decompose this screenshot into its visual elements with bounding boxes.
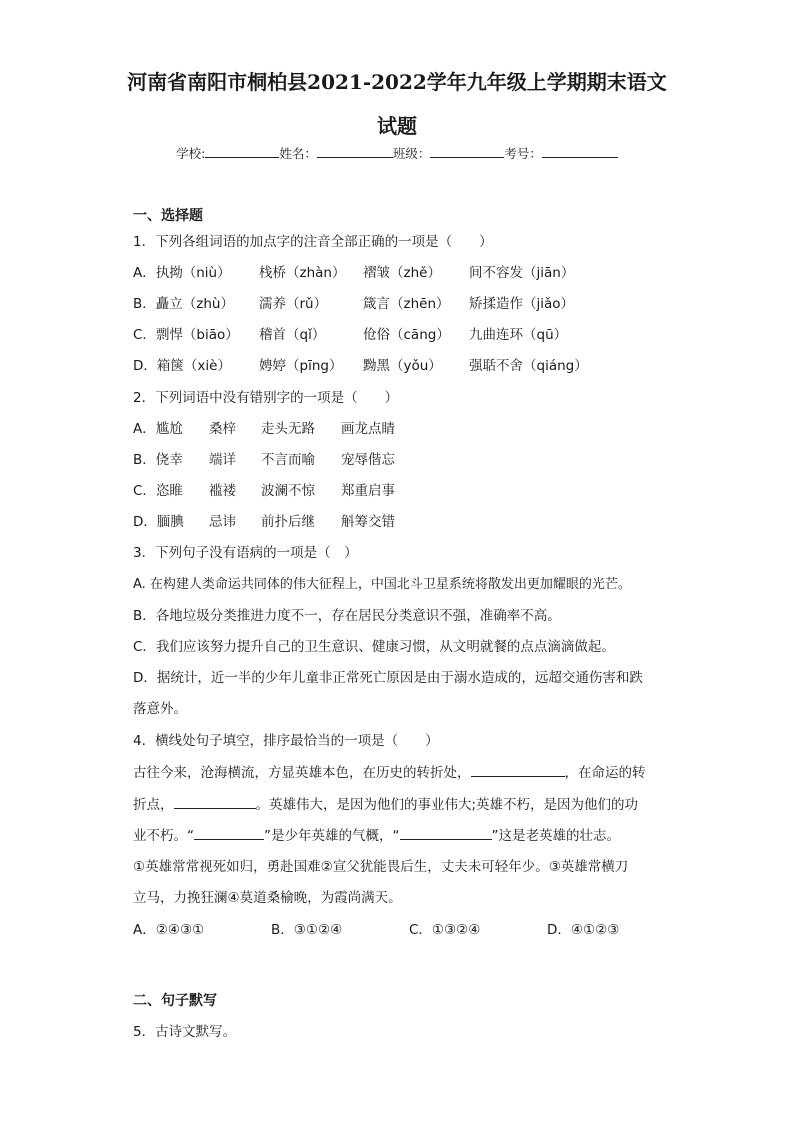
section2-heading: 二、句子默写 <box>133 993 217 1009</box>
q4-blank-2[interactable] <box>174 795 256 809</box>
exam-title-line2: 试题 <box>377 114 417 138</box>
q1-option-c[interactable]: C．剽悍（biāo） 稽首（qǐ） 伧俗（cāng） 九曲连环（qū） <box>133 327 568 343</box>
q4-blank-1[interactable] <box>471 763 565 777</box>
q1-option-d[interactable]: D．箱箧（xiè） 娉婷（pīng） 黝黑（yǒu） 强聒不舍（qiáng） <box>133 358 588 374</box>
q4-passage-line1: 古往今来，沧海横流，方显英雄本色，在历史的转折处， ，在命运的转 <box>133 765 646 781</box>
q4-answer-c[interactable]: C．①③②④ <box>409 922 481 938</box>
q2-option-a[interactable]: A．尴尬 桑梓 走头无路 画龙点睛 <box>133 421 395 437</box>
q3-option-d-line2[interactable]: 落意外。 <box>133 701 187 717</box>
q1-stem: 1．下列各组词语的加点字的注音全部正确的一项是（ ） <box>133 234 493 250</box>
q4-blank-4[interactable] <box>400 826 492 840</box>
name-blank[interactable] <box>317 145 393 158</box>
q4-stem: 4．横线处句子填空，排序最恰当的一项是（ ） <box>133 733 439 749</box>
q2-option-b[interactable]: B．侥幸 端详 不言而喻 宠辱偕忘 <box>133 452 395 468</box>
school-blank[interactable] <box>205 145 279 158</box>
school-label: 学校: <box>176 146 206 161</box>
q4-sentences-line2: 立马，力挽狂澜④莫道桑榆晚，为霞尚满天。 <box>133 890 402 906</box>
q3-option-b[interactable]: B．各地垃圾分类推进力度不一，存在居民分类意识不强，准确率不高。 <box>133 608 561 624</box>
q5-stem: 5．古诗文默写。 <box>133 1024 237 1040</box>
q3-option-d-line1[interactable]: D．据统计，近一半的少年儿童非正常死亡原因是由于溺水造成的，远超交通伤害和跌 <box>133 670 643 686</box>
q4-passage-line2: 折点， 。英雄伟大，是因为他们的事业伟大;英雄不朽，是因为他们的功 <box>133 797 639 813</box>
exam-title-line1: 河南省南阳市桐柏县2021-2022学年九年级上学期期末语文 <box>127 70 667 94</box>
q3-option-c[interactable]: C．我们应该努力提升自己的卫生意识、健康习惯，从文明就餐的点点滴滴做起。 <box>133 639 615 655</box>
section1-heading: 一、选择题 <box>133 208 203 224</box>
exam-no-label: 考号： <box>504 146 542 161</box>
q2-option-c[interactable]: C．恣睢 褴褛 波澜不惊 郑重启事 <box>133 483 395 499</box>
q4-answer-b[interactable]: B．③①②④ <box>271 922 343 938</box>
q4-sentences-line1: ①英雄常常视死如归，勇赴国难②宣父犹能畏后生，丈夫未可轻年少。③英雄常横刀 <box>133 859 629 875</box>
q2-option-d[interactable]: D．腼腆 忌讳 前扑后继 斛筹交错 <box>133 514 395 530</box>
q4-blank-3[interactable] <box>194 826 264 840</box>
q1-option-a[interactable]: A．执拗（niù） 栈桥（zhàn） 褶皱（zhě） 间不容发（jiān） <box>133 265 575 281</box>
q4-answer-a[interactable]: A．②④③① <box>133 922 205 938</box>
student-info-row <box>0 144 794 162</box>
q2-stem: 2．下列词语中没有错别字的一项是（ ） <box>133 390 399 406</box>
exam-no-blank[interactable] <box>542 145 618 158</box>
name-label: 姓名： <box>279 146 317 161</box>
q3-stem: 3．下列句子没有语病的一项是（ ） <box>133 545 358 561</box>
q4-answer-d[interactable]: D．④①②③ <box>547 922 620 938</box>
q4-passage-line3: 业不朽。“ ”是少年英雄的气概，“ ”这是老英雄的壮志。 <box>133 828 620 844</box>
q1-option-b[interactable]: B．矗立（zhù） 濡养（rǔ） 箴言（zhēn） 矫揉造作（jiǎo） <box>133 296 575 312</box>
q4-answer-options <box>133 920 619 940</box>
q3-option-a[interactable]: A. 在构建人类命运共同体的伟大征程上，中国北斗卫星系统将散发出更加耀眼的光芒。 <box>133 577 631 592</box>
class-label: 班级： <box>392 146 431 161</box>
class-blank[interactable] <box>430 145 504 158</box>
